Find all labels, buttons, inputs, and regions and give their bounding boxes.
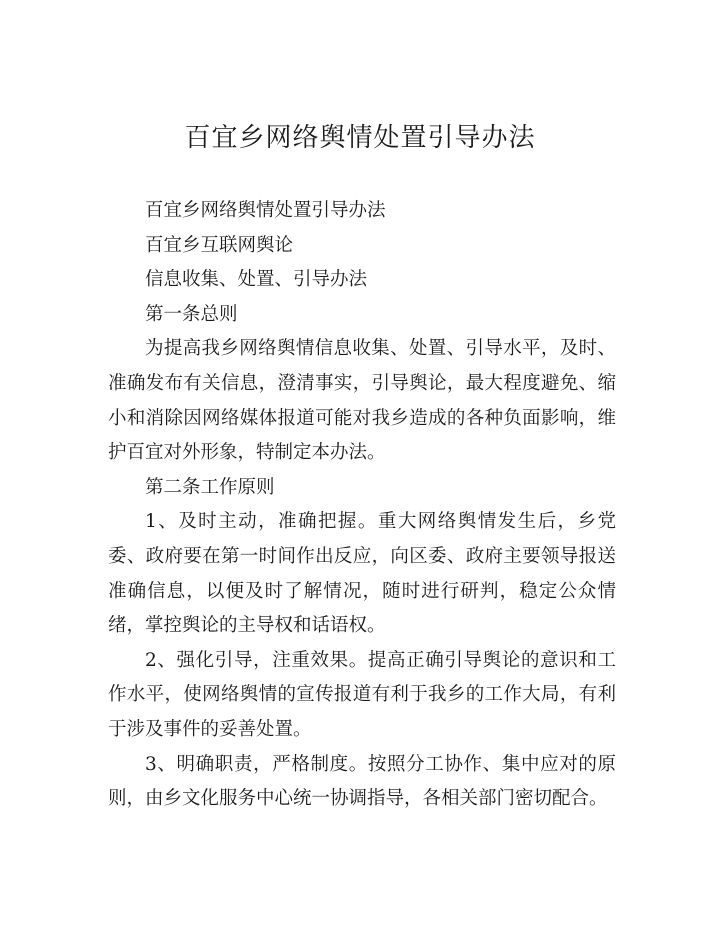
- paragraph-internet-opinion: 百宜乡互联网舆论: [145, 234, 294, 256]
- paragraph-principle-two: 2、强化引导，注重效果。提高正确引导舆论的意识和工作水平，使网络舆情的宣传报道有利于我乡的工作大局，有利于涉及事件的妥善处置。: [108, 649, 616, 740]
- document-body: [108, 194, 616, 817]
- paragraph-article-one-body: 为提高我乡网络舆情信息收集、处置、引导水平，及时、准确发布有关信息，澄清事实，引导舆论，最大程度避免、缩小和消除因网络媒体报道可能对我乡造成的各种负面影响，维护百宜对外形象，特制定本办法。: [108, 338, 616, 464]
- paragraph-subtitle: 百宜乡网络舆情处置引导办法: [145, 200, 386, 221]
- paragraph-principle-one: 1、及时主动，准确把握。重大网络舆情发生后，乡党委、政府要在第一时间作出反应，向区委、政府主要领导报送准确信息，以便及时了解情况，随时进行研判，稳定公众情绪，掌控舆论的主导权和话语权。: [108, 511, 616, 637]
- paragraph-info-collection: 信息收集、处置、引导办法: [145, 269, 368, 291]
- document-title: 百宜乡网络舆情处置引导办法: [184, 123, 536, 153]
- paragraph-article-one-heading: 第一条总则: [145, 303, 238, 325]
- paragraph-principle-three: 3、明确职责，严格制度。按照分工协作、集中应对的原则，由乡文化服务中心统一协调指导，各相关部门密切配合。: [108, 753, 616, 810]
- paragraph-article-two-heading: 第二条工作原则: [145, 476, 275, 498]
